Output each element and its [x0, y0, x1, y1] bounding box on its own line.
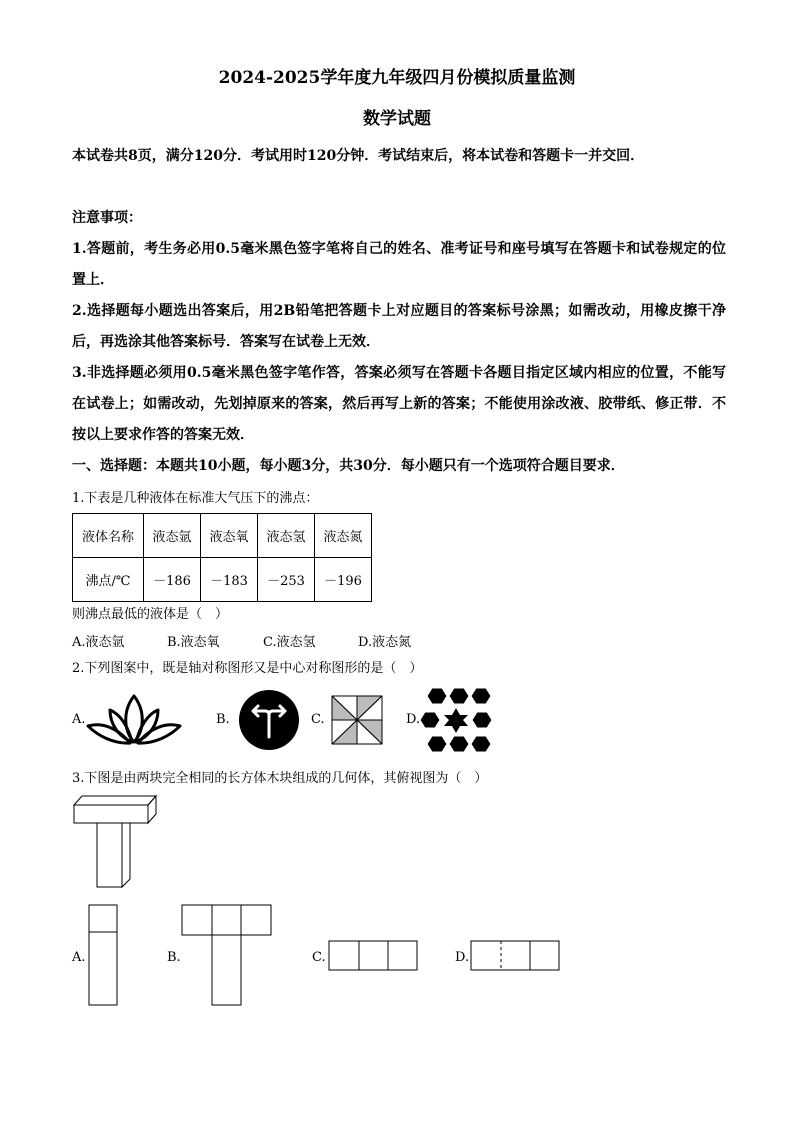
q2-option-a-label: A.: [72, 712, 86, 727]
hexagon-star-icon: [420, 688, 492, 752]
option-b-view: [181, 904, 273, 1006]
q2-option-b-label: B.: [216, 712, 230, 727]
pinwheel-icon: [322, 686, 392, 754]
lotus-icon: [86, 692, 182, 748]
q2-option-c-label: C.: [311, 712, 325, 727]
page-title: 2024-2025学年度九年级四月份模拟质量监测: [218, 68, 576, 88]
q1-option-d: D.液态氮: [358, 635, 412, 650]
geometric-solid-figure: [72, 793, 158, 891]
table-header-cell: 液态氩: [144, 514, 201, 558]
fork-arrow-icon: [238, 689, 300, 751]
q3-stem: 3.下图是由两块完全相同的长方体木块组成的几何体，其俯视图为（ ）: [72, 771, 488, 786]
q3-option-b-label: B.: [167, 950, 181, 965]
table-row: [73, 558, 372, 602]
q1-option-b: B.液态氧: [167, 635, 220, 650]
q2-stem: 2.下列图案中，既是轴对称图形又是中心对称图形的是（ ）: [72, 661, 423, 676]
table-cell: －183: [201, 558, 258, 602]
table-header-cell: 液态氢: [258, 514, 315, 558]
boiling-point-table: [72, 513, 372, 602]
table-cell: －186: [144, 558, 201, 602]
notice-item-1: 1.答题前，考生务必用0.5毫米黑色签字笔将自己的姓名、准考证号和座号填写在答题卡和试卷规定的位置上．: [72, 241, 726, 288]
option-d-view: [470, 940, 562, 972]
q3-option-a-label: A.: [72, 950, 86, 965]
table-cell: －253: [258, 558, 315, 602]
q1-question: 则沸点最低的液体是（ ）: [72, 607, 229, 622]
section-heading: 一、选择题：本题共10小题，每小题3分，共30分．每小题只有一个选项符合题目要求．: [72, 458, 625, 474]
table-header-cell: 液态氧: [201, 514, 258, 558]
table-header-cell: 液态氮: [315, 514, 372, 558]
table-header-row: [73, 514, 372, 558]
table-cell: －196: [315, 558, 372, 602]
notice-item-2: 2.选择题每小题选出答案后，用2B铅笔把答题卡上对应题目的答案标号涂黑；如需改动，用橡皮擦干净后，再选涂其他答案标号．答案写在试卷上无效．: [72, 303, 726, 350]
intro-text: 本试卷共8页，满分120分．考试用时120分钟．考试结束后，将本试卷和答题卡一并交回．: [72, 148, 645, 164]
page-subtitle: 数学试题: [363, 109, 431, 129]
option-a-view: [88, 904, 120, 1006]
q1-option-c: C.液态氢: [263, 635, 316, 650]
option-c-view: [328, 940, 420, 972]
notice-item-3: 3.非选择题必须用0.5毫米黑色签字笔作答，答案必须写在答题卡各题目指定区域内相应的位置，不能写在试卷上；如需改动，先划掉原来的答案，然后再写上新的答案；不能使用涂改液、胶带纸、修正带．不按以上要求作答的答案无效．: [72, 365, 726, 443]
notice-heading: 注意事项：: [72, 210, 142, 226]
q3-option-c-label: C.: [312, 950, 326, 965]
q3-option-d-label: D.: [455, 950, 470, 965]
table-row-label: 沸点/℃: [73, 558, 144, 602]
table-header-cell: 液体名称: [73, 514, 144, 558]
q1-stem: 1.下表是几种液体在标准大气压下的沸点：: [72, 491, 319, 506]
q2-option-d-label: D.: [406, 712, 421, 727]
q1-option-a: A.液态氩: [72, 635, 125, 650]
